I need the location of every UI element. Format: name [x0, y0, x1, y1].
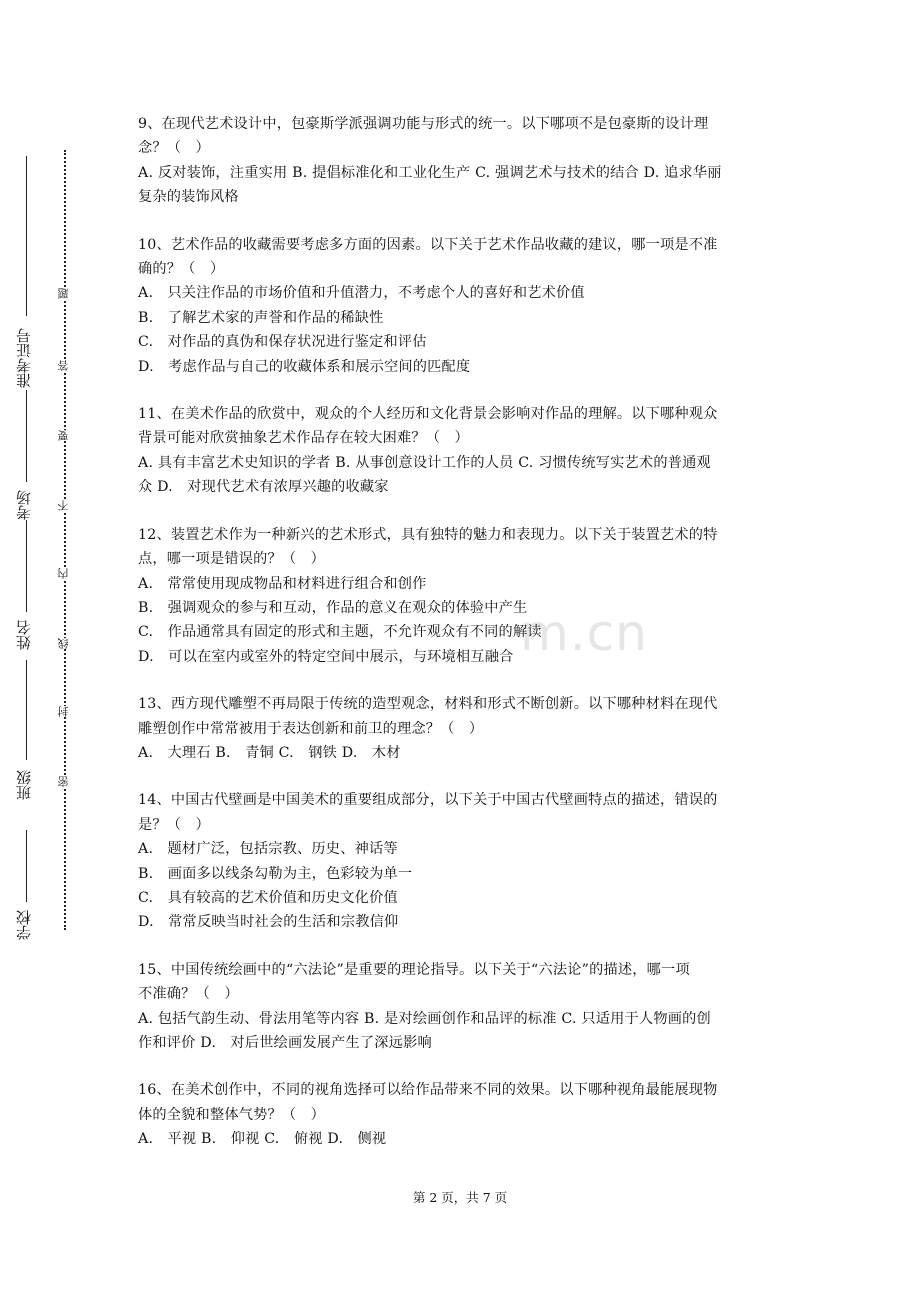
option-d: D. 考虑作品与自己的收藏体系和展示空间的匹配度 — [138, 358, 471, 375]
question-list — [138, 112, 788, 1175]
question-11 — [138, 402, 788, 500]
seal-char: 题 — [57, 288, 70, 299]
field-blank — [26, 660, 27, 760]
question-stem: 体的全貌和整体气势？（ ） — [138, 1106, 326, 1123]
question-stem: 点，哪一项是错误的？（ ） — [138, 551, 326, 568]
field-school — [14, 830, 40, 940]
field-label: 考场 — [15, 490, 33, 520]
question-stem: 15、中国传统绘画中的“六法论”是重要的理论指导。以下关于“六法论”的描述，哪一项 — [138, 961, 690, 978]
field-blank — [26, 390, 27, 482]
option-a: A. 只关注作品的市场价值和升值潜力，不考虑个人的喜好和艺术价值 — [138, 285, 585, 302]
seal-char: 不 — [57, 500, 70, 511]
question-stem: 不准确？（ ） — [138, 986, 239, 1003]
field-label: 姓名 — [15, 620, 33, 650]
watermark: m.cn — [520, 604, 648, 662]
question-stem: 背景可能对欣赏抽象艺术作品存在较大困难？（ ） — [138, 430, 469, 447]
option-c: C. 对作品的真伪和保存状况进行鉴定和评估 — [138, 334, 427, 351]
binding-margin — [0, 140, 90, 960]
option-d: D. 可以在室内或室外的特定空间中展示，与环境相互融合 — [138, 648, 514, 665]
question-stem: 雕塑创作中常常被用于表达创新和前卫的理念？（ ） — [138, 720, 484, 737]
question-13 — [138, 692, 788, 765]
question-options: A. 具有丰富艺术史知识的学者 B. 从事创意设计工作的人员 C. 习惯传统写实艺术的普通观 — [138, 454, 711, 471]
field-blank — [26, 156, 27, 316]
question-14 — [138, 788, 788, 934]
option-c: C. 具有较高的艺术价值和历史文化价值 — [138, 889, 398, 906]
seal-char: 要 — [57, 430, 70, 441]
seal-char: 封 — [57, 706, 70, 717]
question-16 — [138, 1078, 788, 1151]
question-stem: 10、艺术作品的收藏需要考虑多方面的因素。以下关于艺术作品收藏的建议，哪一项是不准 — [138, 236, 718, 253]
question-10 — [138, 233, 788, 379]
question-stem: 11、在美术作品的欣赏中，观众的个人经历和文化背景会影响对作品的理解。以下哪种观众 — [138, 406, 718, 423]
question-15 — [138, 958, 788, 1056]
option-a: A. 题材广泛，包括宗教、历史、神话等 — [138, 841, 398, 858]
field-label: 班级 — [15, 770, 33, 800]
seal-line — [64, 150, 66, 930]
question-stem: 16、在美术创作中，不同的视角选择可以给作品带来不同的效果。以下哪种视角最能展现物 — [138, 1082, 718, 1099]
seal-char: 答 — [57, 360, 70, 371]
question-options: 众 D. 对现代艺术有浓厚兴趣的收藏家 — [138, 479, 389, 496]
seal-char: 线 — [57, 638, 70, 649]
option-b: B. 了解艺术家的声誉和作品的稀缺性 — [138, 309, 384, 326]
question-options: A. 包括气韵生动、骨法用笔等内容 B. 是对绘画创作和品评的标准 C. 只适用于人物画的创 — [138, 1010, 711, 1027]
question-stem: 9、在现代艺术设计中，包豪斯学派强调功能与形式的统一。以下哪项不是包豪斯的设计理 — [138, 116, 709, 132]
question-stem: 14、中国古代壁画是中国美术的重要组成部分，以下关于中国古代壁画特点的描述，错误的 — [138, 792, 718, 809]
field-class — [14, 660, 40, 800]
option-b: B. 画面多以线条勾勒为主，色彩较为单一 — [138, 865, 413, 882]
question-stem: 确的？（ ） — [138, 261, 225, 278]
question-stem: 是？（ ） — [138, 816, 210, 833]
field-blank — [26, 520, 27, 612]
question-options: A. 反对装饰，注重实用 B. 提倡标准化和工业化生产 C. 强调艺术与技术的结合 D. 追求华丽 — [138, 164, 722, 181]
question-9 — [138, 112, 788, 210]
field-label: 学校 — [15, 910, 33, 940]
seal-char: 密 — [57, 776, 70, 787]
question-options: A. 大理石 B. 青铜 C. 钢铁 D. 木材 — [138, 744, 401, 761]
field-label: 准考证号 — [15, 328, 33, 388]
page-number: 第 2 页，共 7 页 — [412, 1190, 508, 1205]
question-stem: 念？（ ） — [138, 140, 210, 157]
option-a: A. 常常使用现成物品和材料进行组合和创作 — [138, 575, 427, 592]
question-12 — [138, 523, 788, 669]
question-options: A. 平视 B. 仰视 C. 俯视 D. 侧视 — [138, 1131, 387, 1148]
question-stem: 12、装置艺术作为一种新兴的艺术形式，具有独特的魅力和表现力。以下关于装置艺术的特 — [138, 526, 718, 543]
question-options: 复杂的装饰风格 — [138, 189, 239, 206]
option-c: C. 作品通常具有固定的形式和主题，不允许观众有不同的解读 — [138, 624, 542, 641]
seal-char: 内 — [57, 568, 70, 579]
question-options: 作和评价 D. 对后世绘画发展产生了深远影响 — [138, 1035, 432, 1051]
field-blank — [26, 830, 27, 902]
field-name — [14, 520, 40, 650]
option-b: B. 强调观众的参与和互动，作品的意义在观众的体验中产生 — [138, 599, 528, 616]
question-stem: 13、西方现代雕塑不再局限于传统的造型观念，材料和形式不断创新。以下哪种材料在现代 — [138, 696, 718, 713]
option-d: D. 常常反映当时社会的生活和宗教信仰 — [138, 914, 399, 931]
field-exam-room — [14, 390, 40, 520]
field-ticket-number — [14, 156, 40, 388]
